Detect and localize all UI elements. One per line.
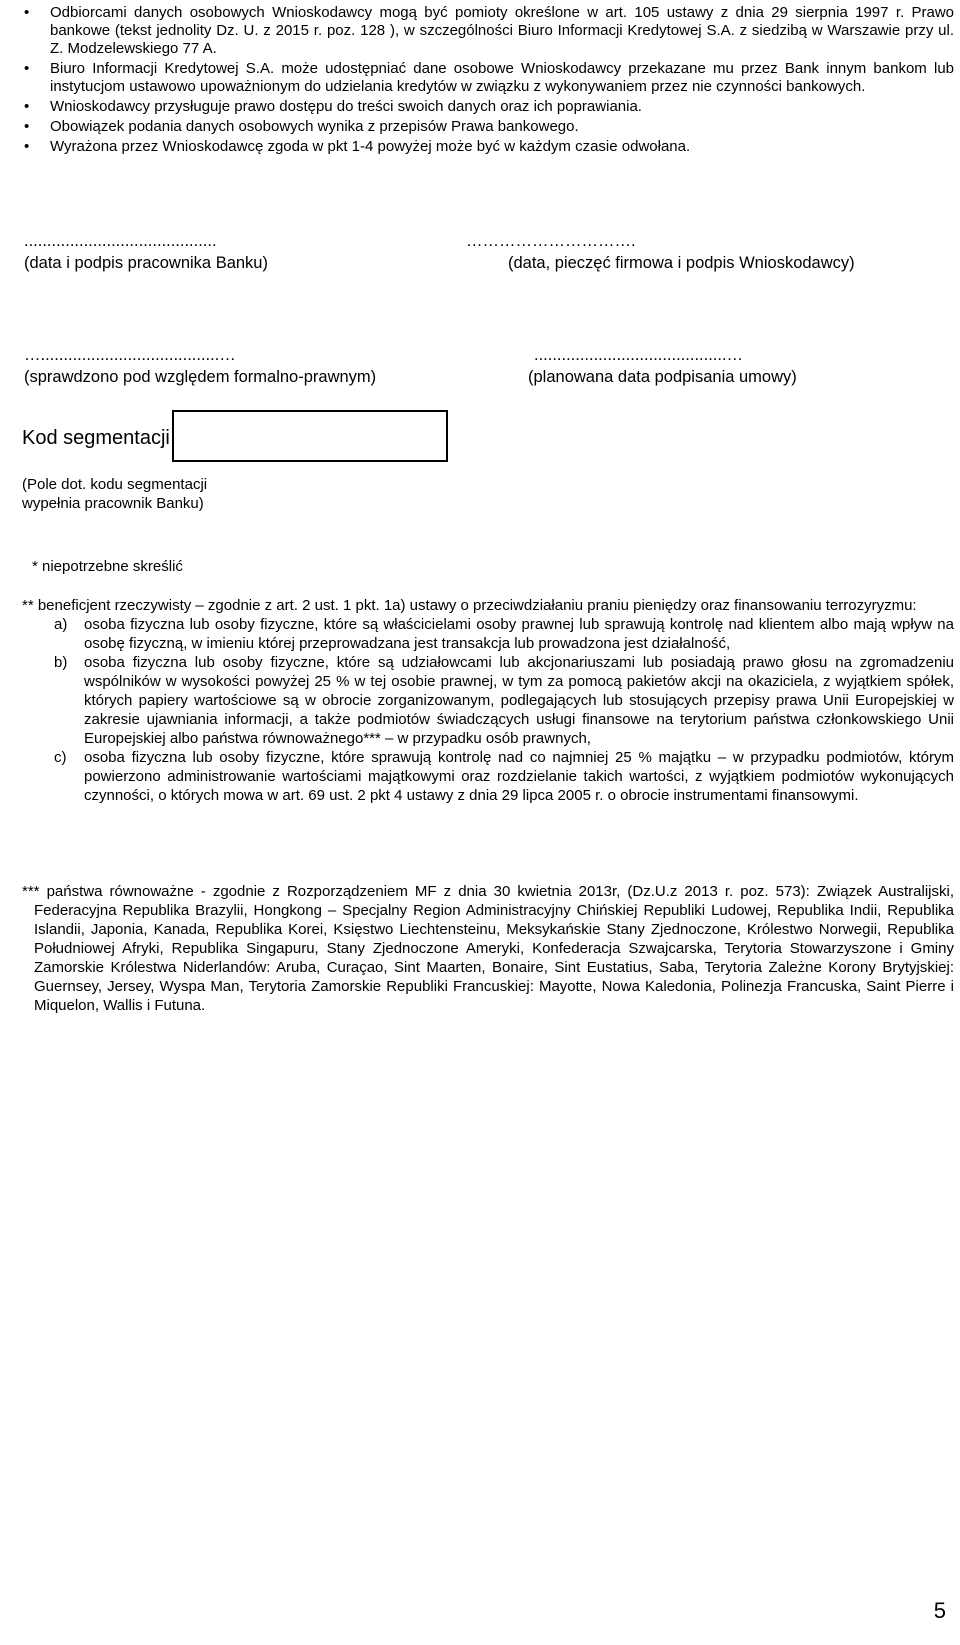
bullet-text: Odbiorcami danych osobowych Wnioskodawcy mogą być pomioty określone w art. 105 ustawy z dnia 29 sierpnia 1997 r. Prawo bankowe (tekst jednolity Dz. U. z 2015 r. poz. 128 ), w szczególności Biuro Informacji Kredytowej S.A. z siedzibą w Warszawie przy ul. Z. Modzelewskiego 77 A.	[50, 4, 954, 57]
page-number: 5	[933, 1598, 946, 1623]
bullet-icon: •	[24, 98, 30, 115]
applicant-signature-dots: ………………………….	[466, 232, 636, 250]
legal-check-label: (sprawdzono pod względem formalno-prawnym)	[24, 368, 377, 386]
segmentation-note	[22, 475, 207, 513]
footnote-item-label: b)	[54, 654, 68, 671]
bullet-icon: •	[24, 60, 30, 77]
bullet-item	[24, 98, 954, 116]
bullet-item	[24, 4, 954, 58]
bullet-text: Obowiązek podania danych osobowych wynika z przepisów Prawa bankowego.	[50, 118, 579, 135]
legal-check-block	[24, 344, 376, 388]
bank-signature-label: (data i podpis pracownika Banku)	[24, 254, 268, 272]
legal-check-dots: ….......................................…	[24, 346, 236, 364]
bank-signature-dots: ..........................................	[24, 232, 217, 250]
footnote-list-item	[22, 615, 954, 653]
bullet-item	[24, 138, 954, 156]
segmentation-code-field[interactable]	[172, 410, 448, 462]
footnote-item-text: osoba fizyczna lub osoby fizyczne, które są udziałowcami lub akcjonariuszami lub posiadają prawo głosu na zgromadzeniu wspólników w wysokości powyżej 25 % w tej osobie prawnej, w tym za pomocą pakietów akcji na okaziciela, z wyjątkiem spółek, których papiery wartościowe są w obrocie zorganizowanym, podlegających lub stosujących przepisy prawa Unii Europejskiej w zakresie ujawniania informacji, a także podmiotów świadczących usługi finansowe na terytorium państwa członkowskiego Unii Europejskiej albo państwa równoważnego*** – w przypadku osób prawnych,	[84, 654, 954, 747]
applicant-signature-label: (data, pieczęć firmowa i podpis Wnioskodawcy)	[508, 254, 855, 272]
footnote-heading: ** beneficjent rzeczywisty – zgodnie z art. 2 ust. 1 pkt. 1a) ustawy o przeciwdziałaniu praniu pieniędzy oraz finansowaniu terrozyryzmu:	[22, 597, 917, 614]
footnote-equivalent-countries: *** państwa równoważne - zgodnie z Rozporządzeniem MF z dnia 30 kwietnia 2013r, (Dz.U.z 2013 r. poz. 573): Związek Australijski, Federacyjna Republika Brazylii, Hongkong – Specjalny Region Administracyjny Chińskiej Republiki Ludowej, Republika Indii, Republika Islandii, Japonia, Kanada, Republika Korei, Księstwo Liechtensteinu, Meksykańskie Stany Zjednoczone, Królestwo Norwegii, Republika Południowej Afryki, Republika Singapuru, Stany Zjednoczone Ameryki, Konfederacja Szwajcarska, Terytoria Stowarzyszone i Gminy Zamorskie Królestwa Niderlandów: Aruba, Curaçao, Sint Maarten, Bonaire, Sint Eustatius, Saba, Terytoria Zależne Korony Brytyjskiej: Guernsey, Jersey, Wyspa Man, Terytoria Zamorskie Republiki Francuskiej: Mayotte, Nowa Kaledonia, Polinezja Francuska, Saint Pierre i Miquelon, Wallis i Futuna.	[22, 883, 954, 1014]
footnote-item-text: osoba fizyczna lub osoby fizyczne, które sprawują kontrolę nad co najmniej 25 % majątku – w przypadku podmiotów, którym powierzono administrowanie wartościami majątkowymi oraz rozdzielanie takich wartości, z wyjątkiem podmiotów wykonujących czynności, o których mowa w art. 69 ust. 2 pkt 4 ustawy z dnia 29 lipca 2005 r. o obrocie instrumentami finansowymi.	[84, 749, 954, 804]
bullet-item	[24, 118, 954, 136]
segmentation-code-label: Kod segmentacji	[22, 427, 170, 449]
applicant-signature-block	[466, 230, 855, 274]
bullet-icon: •	[24, 138, 30, 155]
bullet-text: Wnioskodawcy przysługuje prawo dostępu do treści swoich danych oraz ich poprawiania.	[50, 98, 642, 115]
planned-date-label: (planowana data podpisania umowy)	[528, 368, 797, 386]
consent-bullet-list	[24, 4, 954, 158]
bullet-text: Biuro Informacji Kredytowej S.A. może udostępniać dane osobowe Wnioskodawcy przekazane mu przez Bank innym bankom lub instytucjom ustawowo upoważnionym do udzielania kredytów w związku z wykonywaniem przez nie czynności bankowych.	[50, 60, 954, 95]
segmentation-note-line: wypełnia pracownik Banku)	[22, 495, 204, 512]
footnote-item-text: osoba fizyczna lub osoby fizyczne, które są właścicielami osoby prawnej lub sprawują kontrolę nad klientem albo mają wpływ na osobę fizyczną, w imieniu której przeprowadzana jest transakcja lub prowadzona jest działalność,	[84, 616, 954, 652]
bullet-text: Wyrażona przez Wnioskodawcę zgoda w pkt 1-4 powyżej może być w każdym czasie odwołana.	[50, 138, 691, 155]
footnote-item-label: c)	[54, 749, 67, 766]
footnote-item-label: a)	[54, 616, 68, 633]
bullet-item	[24, 60, 954, 96]
planned-date-dots: ..........................................…	[534, 346, 744, 364]
footnote-strike-out: * niepotrzebne skreślić	[32, 558, 183, 575]
segmentation-note-line: (Pole dot. kodu segmentacji	[22, 476, 208, 493]
footnote-list-item	[22, 653, 954, 748]
bank-signature-block	[24, 230, 268, 274]
footnote-list-item	[22, 748, 954, 805]
bullet-icon: •	[24, 4, 30, 21]
footnote-beneficial-owner	[22, 596, 954, 805]
planned-date-block	[528, 344, 797, 388]
bullet-icon: •	[24, 118, 30, 135]
